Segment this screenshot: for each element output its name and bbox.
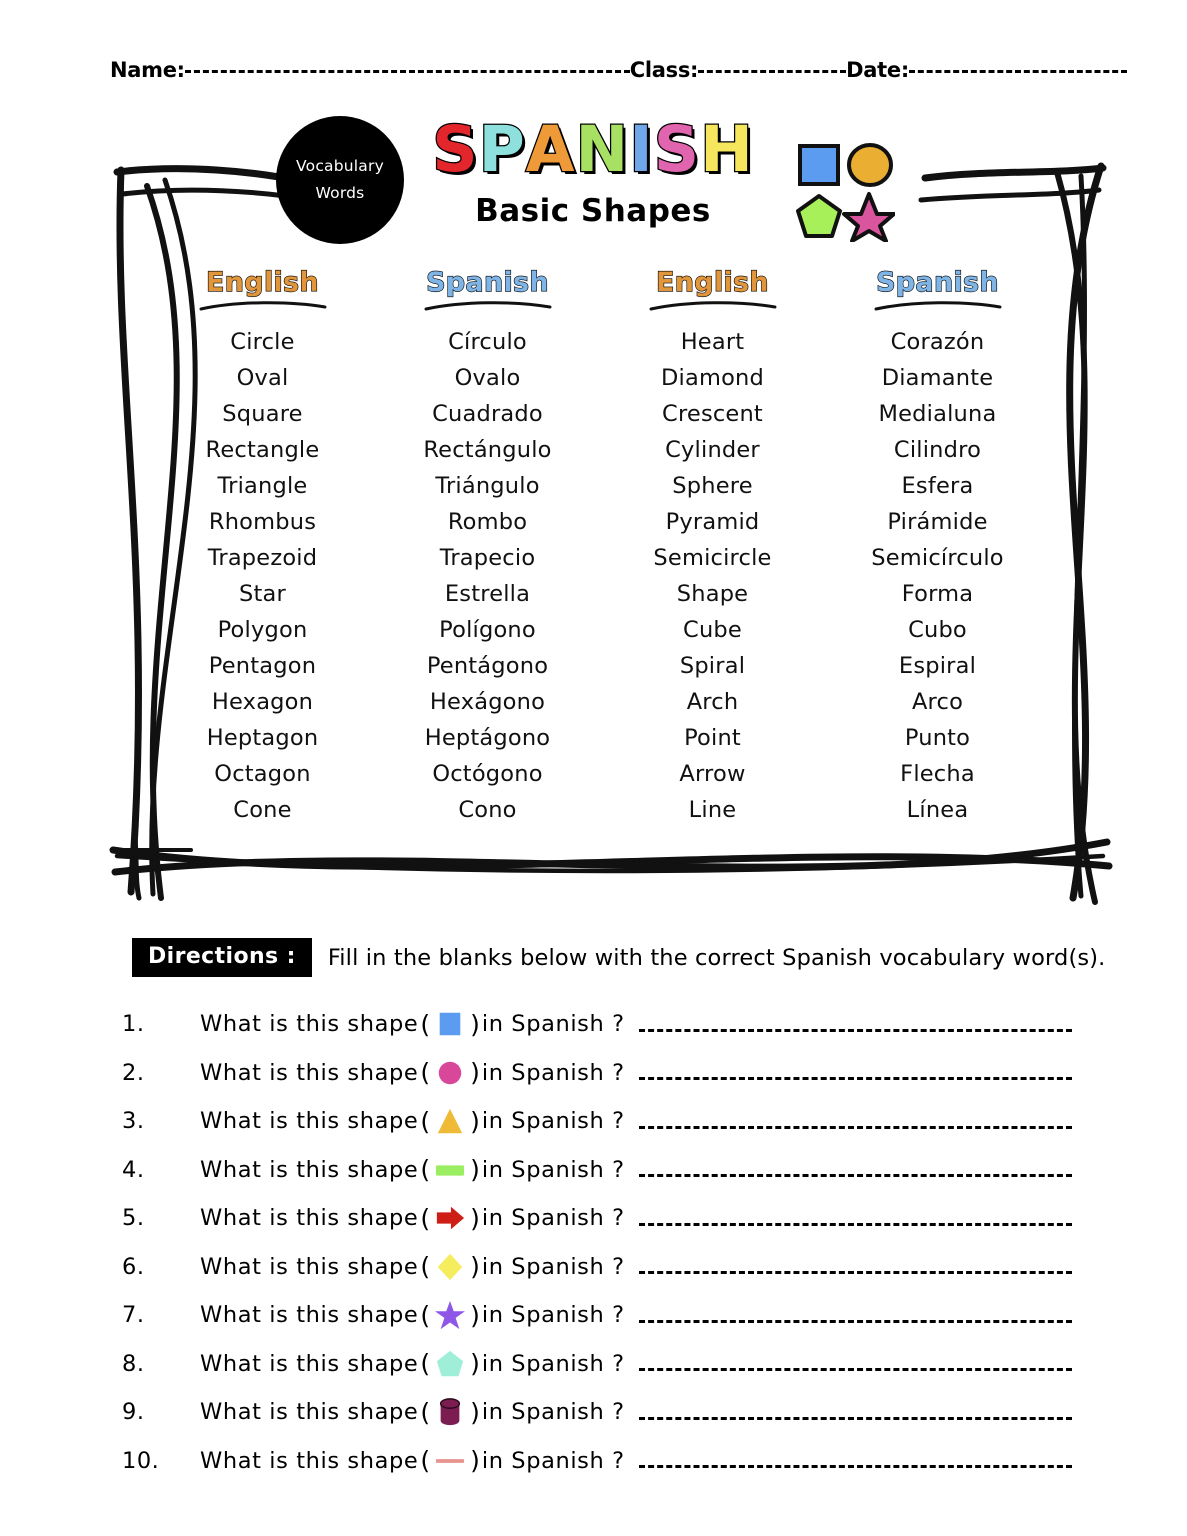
question-number: 6.	[122, 1253, 145, 1280]
answer-blank[interactable]	[639, 1308, 1072, 1323]
close-paren: )	[470, 1446, 480, 1476]
column-heading: English	[206, 267, 319, 298]
vocab-column	[825, 268, 1050, 828]
vocab-word: Shape	[676, 580, 749, 607]
question-text-after: in Spanish ?	[481, 1059, 625, 1086]
vocab-column	[150, 268, 375, 828]
vocab-word: Esfera	[901, 472, 974, 499]
questions-list	[122, 1000, 1072, 1485]
title-spanish	[418, 113, 768, 186]
date-label: Date:	[846, 58, 909, 82]
vocab-word: Diamante	[881, 364, 994, 391]
vocab-word: Cono	[458, 796, 517, 823]
vocab-word: Línea	[906, 796, 969, 823]
question-text-after: in Spanish ?	[481, 1108, 625, 1135]
question-row	[122, 1049, 1072, 1098]
heading-underline	[150, 300, 375, 316]
close-paren: )	[470, 1349, 480, 1379]
question-text-before: What is this shape	[200, 1350, 419, 1377]
vocab-word: Hexagon	[211, 688, 314, 715]
heading-underline	[600, 300, 825, 316]
heading-underline	[825, 300, 1050, 316]
arrow-icon	[432, 1202, 468, 1234]
vocab-word: Rectangle	[205, 436, 320, 463]
vocab-word: Arch	[686, 688, 739, 715]
vocab-word: Star	[239, 580, 286, 607]
vocab-word: Cilindro	[893, 436, 982, 463]
answer-blank[interactable]	[639, 1065, 1072, 1080]
open-paren: (	[420, 1009, 431, 1039]
square-icon	[432, 1008, 468, 1040]
circle-icon	[849, 145, 891, 185]
vocab-word: Cylinder	[665, 436, 760, 463]
answer-blank[interactable]	[639, 1162, 1072, 1177]
question-text-after: in Spanish ?	[481, 1350, 625, 1377]
vocab-word: Polígono	[439, 616, 536, 643]
cylinder-icon	[432, 1396, 468, 1428]
question-text-before: What is this shape	[200, 1205, 419, 1232]
word-list	[375, 324, 600, 828]
open-paren: (	[420, 1203, 431, 1233]
vocab-word: Ovalo	[454, 364, 521, 391]
vocab-word: Point	[684, 724, 741, 751]
vocab-word: Triángulo	[435, 472, 540, 499]
line-icon	[432, 1445, 468, 1477]
vocabulary-words-badge	[276, 116, 404, 244]
answer-blank[interactable]	[639, 1017, 1072, 1032]
title-letter-2: P	[478, 113, 526, 186]
vocab-word: Cuadrado	[432, 400, 543, 427]
answer-blank[interactable]	[639, 1259, 1072, 1274]
diamond-icon	[432, 1251, 468, 1283]
vocab-column	[600, 268, 825, 828]
question-number: 7.	[122, 1302, 145, 1329]
pentagon-icon	[798, 196, 840, 236]
vocab-word: Polygon	[217, 616, 308, 643]
class-field-group[interactable]	[630, 58, 846, 82]
worksheet-title-block	[418, 113, 768, 229]
vocab-word: Arrow	[679, 760, 746, 787]
heading-underline	[375, 300, 600, 316]
word-list	[150, 324, 375, 828]
column-heading: English	[656, 267, 769, 298]
question-text-before: What is this shape	[200, 1399, 419, 1426]
question-text-before: What is this shape	[200, 1011, 419, 1038]
question-number: 1.	[122, 1011, 145, 1038]
vocab-word: Pentagon	[208, 652, 317, 679]
badge-line-1: Vocabulary	[296, 156, 384, 175]
vocab-word: Semicircle	[653, 544, 772, 571]
vocab-word: Spiral	[679, 652, 746, 679]
vocab-word: Heptagon	[206, 724, 319, 751]
date-field-group[interactable]	[846, 58, 1127, 82]
question-text-after: in Spanish ?	[481, 1399, 625, 1426]
answer-blank[interactable]	[639, 1405, 1072, 1420]
question-row	[122, 1194, 1072, 1243]
vocab-word: Pentágono	[426, 652, 549, 679]
vocab-word: Forma	[901, 580, 974, 607]
vocab-word: Diamond	[661, 364, 764, 391]
title-letter-1: S	[432, 113, 479, 186]
vocab-word: Octagon	[214, 760, 311, 787]
close-paren: )	[470, 1058, 480, 1088]
question-text-after: in Spanish ?	[481, 1156, 625, 1183]
question-row	[122, 1000, 1072, 1049]
vocab-word: Corazón	[890, 328, 985, 355]
close-paren: )	[470, 1397, 480, 1427]
question-row	[122, 1388, 1072, 1437]
class-label: Class:	[629, 58, 699, 82]
vocab-word: Triangle	[217, 472, 308, 499]
open-paren: (	[420, 1058, 431, 1088]
vocab-word: Line	[688, 796, 737, 823]
vocab-word: Arco	[911, 688, 964, 715]
vocab-word: Cubo	[908, 616, 967, 643]
question-row	[122, 1097, 1072, 1146]
title-letter-7: H	[700, 113, 754, 186]
vocab-word: Punto	[904, 724, 971, 751]
word-list	[600, 324, 825, 828]
vocab-word: Sphere	[672, 472, 753, 499]
vocab-word: Espiral	[898, 652, 977, 679]
question-row	[122, 1340, 1072, 1389]
question-number: 2.	[122, 1059, 145, 1086]
question-number: 8.	[122, 1350, 145, 1377]
open-paren: (	[420, 1397, 431, 1427]
word-list	[825, 324, 1050, 828]
star-icon	[432, 1299, 468, 1331]
question-text-after: in Spanish ?	[481, 1205, 625, 1232]
close-paren: )	[470, 1106, 480, 1136]
name-blank[interactable]	[185, 70, 630, 73]
badge-line-2: Words	[315, 184, 365, 202]
vocab-word: Octógono	[432, 760, 543, 787]
question-row	[122, 1291, 1072, 1340]
vocab-word: Estrella	[444, 580, 531, 607]
question-text-before: What is this shape	[200, 1302, 419, 1329]
class-blank[interactable]	[698, 70, 846, 73]
open-paren: (	[420, 1106, 431, 1136]
question-row	[122, 1243, 1072, 1292]
name-field-group[interactable]	[110, 58, 630, 82]
answer-blank[interactable]	[639, 1356, 1072, 1371]
directions-row	[132, 938, 1105, 977]
square-icon	[800, 146, 838, 184]
vocab-word: Heart	[680, 328, 745, 355]
column-heading: Spanish	[876, 267, 999, 298]
vocab-word: Trapezoid	[207, 544, 318, 571]
question-text-before: What is this shape	[200, 1059, 419, 1086]
triangle-icon	[432, 1105, 468, 1137]
title-letter-5: I	[629, 113, 654, 186]
open-paren: (	[420, 1155, 431, 1185]
vocab-word: Oval	[236, 364, 289, 391]
title-letter-6: S	[653, 113, 701, 186]
open-paren: (	[420, 1349, 431, 1379]
question-text-after: in Spanish ?	[481, 1302, 625, 1329]
date-blank[interactable]	[909, 70, 1127, 73]
answer-blank[interactable]	[639, 1114, 1072, 1129]
vocab-word: Rhombus	[208, 508, 317, 535]
vocab-word: Semicírculo	[871, 544, 1004, 571]
question-text-after: in Spanish ?	[481, 1011, 625, 1038]
vocabulary-table	[150, 268, 1050, 828]
name-label: Name:	[110, 58, 185, 82]
question-row	[122, 1146, 1072, 1195]
rectangle-icon	[432, 1154, 468, 1186]
question-text-before: What is this shape	[200, 1108, 419, 1135]
vocab-word: Heptágono	[424, 724, 551, 751]
question-text-before: What is this shape	[200, 1156, 419, 1183]
header-shape-cluster	[795, 142, 895, 242]
answer-blank[interactable]	[639, 1211, 1072, 1226]
close-paren: )	[470, 1155, 480, 1185]
vocab-word: Pyramid	[665, 508, 760, 535]
question-text-after: in Spanish ?	[481, 1253, 625, 1280]
question-number: 9.	[122, 1399, 145, 1426]
vocab-word: Pirámide	[887, 508, 988, 535]
title-letter-4: N	[575, 113, 630, 186]
answer-blank[interactable]	[639, 1453, 1072, 1468]
vocab-word: Crescent	[662, 400, 763, 427]
vocab-word: Rombo	[447, 508, 528, 535]
question-text-before: What is this shape	[200, 1447, 419, 1474]
open-paren: (	[420, 1252, 431, 1282]
close-paren: )	[470, 1203, 480, 1233]
title-subtitle: Basic Shapes	[475, 193, 711, 229]
vocab-word: Hexágono	[429, 688, 546, 715]
vocab-word: Square	[222, 400, 303, 427]
vocab-word: Rectángulo	[423, 436, 552, 463]
column-heading: Spanish	[426, 267, 549, 298]
vocab-word: Medialuna	[878, 400, 997, 427]
question-row	[122, 1437, 1072, 1486]
open-paren: (	[420, 1300, 431, 1330]
question-number: 10.	[122, 1447, 160, 1474]
student-info-line	[110, 58, 1080, 92]
star-icon	[844, 194, 894, 241]
vocab-word: Flecha	[900, 760, 975, 787]
vocab-word: Trapecio	[439, 544, 536, 571]
open-paren: (	[420, 1446, 431, 1476]
close-paren: )	[470, 1009, 480, 1039]
circle-icon	[432, 1057, 468, 1089]
vocab-word: Circle	[230, 328, 295, 355]
question-text-before: What is this shape	[200, 1253, 419, 1280]
pentagon-icon	[432, 1348, 468, 1380]
title-letter-3: A	[525, 113, 576, 186]
question-number: 3.	[122, 1108, 145, 1135]
question-number: 4.	[122, 1156, 145, 1183]
vocab-word: Cube	[683, 616, 742, 643]
vocab-word: Cone	[233, 796, 292, 823]
question-number: 5.	[122, 1205, 145, 1232]
directions-text: Fill in the blanks below with the correct Spanish vocabulary word(s).	[327, 944, 1106, 971]
directions-tag: Directions :	[132, 938, 312, 977]
close-paren: )	[470, 1252, 480, 1282]
question-text-after: in Spanish ?	[481, 1447, 625, 1474]
vocab-word: Círculo	[448, 328, 527, 355]
close-paren: )	[470, 1300, 480, 1330]
vocab-column	[375, 268, 600, 828]
